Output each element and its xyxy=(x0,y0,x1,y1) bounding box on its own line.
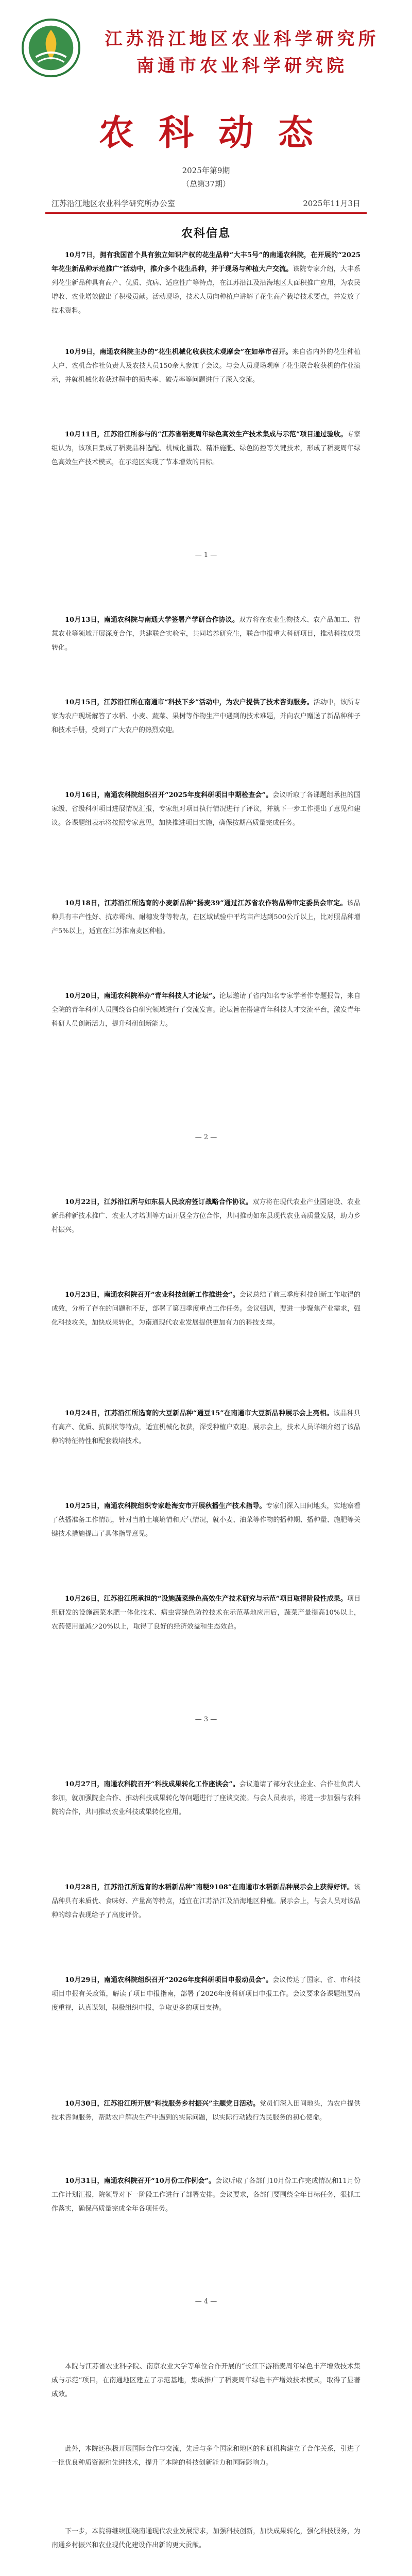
page-4 xyxy=(0,1747,412,2329)
section-title-news: 农科信息 xyxy=(181,227,231,240)
news-item: 10月28日，江苏沿江所选育的水稻新品种“南粳9108”在南通市水稻新品种展示会上获得好评。该品种具有米质优、食味好、产量高等特点，适宜在江苏沿江及沿海地区种植。展示会上，与会人员对该品种的综合表现给予了高度评价。 xyxy=(52,1884,360,1919)
publisher-row xyxy=(52,198,360,209)
institute-seal-logo xyxy=(21,18,81,78)
page-number: — 2 — xyxy=(195,1133,217,1141)
news-item: 10月30日，江苏沿江所开展“科技服务乡村振兴”主题党日活动。党员们深入田间地头，为农户提供技术咨询服务，帮助农户解决生产中遇到的实际问题，以实际行动践行为民服务的初心使命。 xyxy=(52,2100,360,2122)
news-item: 10月11日，江苏沿江所参与的“江苏省稻麦周年绿色高效生产技术集成与示范”项目通过验收。专家组认为，该项目集成了稻麦品种选配、机械化播栽、精准施肥、绿色防控等关键技术，形成了稻麦周年绿色高效生产技术模式，在示范区实现了节本增效的目标。 xyxy=(52,431,360,466)
news-item: 10月24日，江苏沿江所选育的大豆新品种“通豆15”在南通市大豆新品种展示会上亮相。该品种具有高产、优质、抗倒伏等特点，适宜机械化收获，深受种植户欢迎。展示会上，技术人员详细介绍了该品种的特征特性和配套栽培技术。 xyxy=(52,1410,360,1445)
issue-total: （总第37期） xyxy=(181,179,231,189)
news-item: 下一步，本院将继续围绕南通现代农业发展需求，加强科技创新，加快成果转化，强化科技服务，为南通乡村振兴和农业现代化建设作出新的更大贡献。 xyxy=(52,2528,360,2549)
page-2 xyxy=(0,582,412,1164)
publisher: 江苏沿江地区农业科学研究所办公室 xyxy=(52,199,176,208)
bulletin-title: 农科动态 xyxy=(98,112,338,154)
page-number: — 3 — xyxy=(195,1716,217,1723)
news-item: 此外，本院还积极开展国际合作与交流，先后与多个国家和地区的科研机构建立了合作关系，引进了一批优良种质资源和先进技术，提升了本院的科技创新能力和国际影响力。 xyxy=(52,2445,360,2467)
news-item: 10月27日，南通农科院召开“科技成果转化工作座谈会”。会议邀请了部分农业企业、合作社负责人参加，就加强院企合作、推动科技成果转化等问题进行了座谈交流。与会人员表示，将进一步加强与农科院的合作，共同推动农业科技成果转化应用。 xyxy=(52,1781,360,1816)
page-number: — 1 — xyxy=(195,551,217,559)
news-item: 本院与江苏省农业科学院、南京农业大学等单位合作开展的“长江下游稻麦周年绿色丰产增效技术集成与示范”项目，在南通地区建立了示范基地，集成推广了稻麦周年绿色丰产增效技术模式，取得了显著成效。 xyxy=(52,2363,360,2398)
org-name-line1: 江苏沿江地区农业科学研究所 xyxy=(105,29,380,49)
news-item: 10月13日，南通农科院与南通大学签署产学研合作协议。双方将在农业生物技术、农产品加工、智慧农业等领域开展深度合作，共建联合实验室，共同培养研究生，联合申报重大科研项目，推动科技成果转化。 xyxy=(52,616,360,652)
news-item: 10月20日，南通农科院举办“青年科技人才论坛”。论坛邀请了省内知名专家学者作专题报告，来自全院的青年科研人员围绕各自研究领域进行了交流发言。论坛旨在搭建青年科技人才交流平台，激发青年科研人员创新活力，提升科研创新能力。 xyxy=(52,992,360,1028)
news-item: 10月9日，南通农科院主办的“花生机械化收获技术观摩会”在如皋市召开。来自省内外的花生种植大户、农机合作社负责人及农技人员150余人参加了会议。与会人员现场观摩了花生联合收获机的作业演示，并就机械化收获过程中的损失率、破壳率等问题进行了深入交流。 xyxy=(52,348,360,384)
news-item: 10月16日，南通农科院组织召开“2025年度科研项目中期检查会”。会议听取了各课题组承担的国家级、省级科研项目进展情况汇报，专家组对项目执行情况进行了评议，并就下一步工作提出了意见和建议。各课题组表示将按照专家意见，加快推进项目实施，确保按期高质量完成任务。 xyxy=(52,791,360,827)
news-item: 10月18日，江苏沿江所选育的小麦新品种“扬麦39”通过江苏省农作物品种审定委员会审定。该品种具有丰产性好、抗赤霉病、耐穗发芽等特点，在区域试验中平均亩产达到500公斤以上，比对照品种增产5%以上，适宜在江苏淮南麦区种植。 xyxy=(52,900,360,935)
news-item: 10月22日，江苏沿江所与如东县人民政府签订战略合作协议。双方将在现代农业产业园建设、农业新品种新技术推广、农业人才培训等方面开展全方位合作，共同推动如东县现代农业高质量发展，助力乡村振兴。 xyxy=(52,1198,360,1234)
publish-date: 2025年11月3日 xyxy=(303,199,360,208)
org-name-line2: 南通市农业科学研究院 xyxy=(136,56,348,76)
issue-number: 2025年第9期 xyxy=(182,166,230,175)
page-number: — 4 — xyxy=(195,2298,217,2306)
news-item: 10月7日，拥有我国首个具有独立知识产权的花生品种“大丰5号”的南通农科院，在开展的“2025年花生新品种示范推广”活动中，推介多个花生品种，并于现场与种植大户交流。该院专家介绍，大丰系列花生新品种具有高产、优质、抗病、适应性广等特点，在江苏沿江及沿海地区大面积推广应用，为农民增收、农业增效做出了积极贡献。活动现场，技术人员向种植户讲解了花生高产栽培技术要点，并发放了技术资料。 xyxy=(52,251,360,315)
news-item: 10月15日，江苏沿江所在南通市“科技下乡”活动中，为农户提供了技术咨询服务。活动中，该所专家为农户现场解答了水稻、小麦、蔬菜、果树等作物生产中遇到的技术难题，并向农户赠送了新品种种子和技术手册，受到了广大农户的热烈欢迎。 xyxy=(52,699,360,734)
page-5 xyxy=(0,2329,412,2576)
news-item: 10月25日，南通农科院组织专家赴海安市开展秋播生产技术指导。专家们深入田间地头，实地察看了秋播准备工作情况，针对当前土壤墒情和天气情况，就小麦、油菜等作物的播种期、播种量、施肥等关键技术措施提出了具体指导意见。 xyxy=(52,1502,360,1538)
news-item: 10月29日，南通农科院组织召开“2026年度科研项目申报动员会”。会议传达了国家、省、市科技项目申报有关政策，解读了项目申报指南，部署了2026年度科研项目申报工作。会议要求各课题组要高度重视，认真谋划，积极组织申报，争取更多的项目支持。 xyxy=(52,1976,360,2012)
page-3 xyxy=(0,1164,412,1747)
page-1 xyxy=(0,0,412,582)
news-item: 10月23日，南通农科院召开“农业科技创新工作推进会”。会议总结了前三季度科技创新工作取得的成效，分析了存在的问题和不足，部署了第四季度重点工作任务。会议强调，要进一步聚焦产业需求，强化科技攻关，加快成果转化，为南通现代农业发展提供更加有力的科技支撑。 xyxy=(52,1291,360,1327)
news-item: 10月31日，南通农科院召开“10月份工作例会”。会议听取了各部门10月份工作完成情况和11月份工作计划汇报，院领导对下一阶段工作进行了部署安排。会议要求，各部门要围绕全年目标任务，狠抓工作落实，确保高质量完成全年各项任务。 xyxy=(52,2177,360,2213)
news-item: 10月26日，江苏沿江所承担的“设施蔬菜绿色高效生产技术研究与示范”项目取得阶段性成果。项目组研发的设施蔬菜水肥一体化技术、病虫害绿色防控技术在示范基地应用后，蔬菜产量提高10%以上，农药使用量减少20%以上，取得了良好的经济效益和生态效益。 xyxy=(52,1595,360,1631)
masthead-divider xyxy=(45,212,367,214)
